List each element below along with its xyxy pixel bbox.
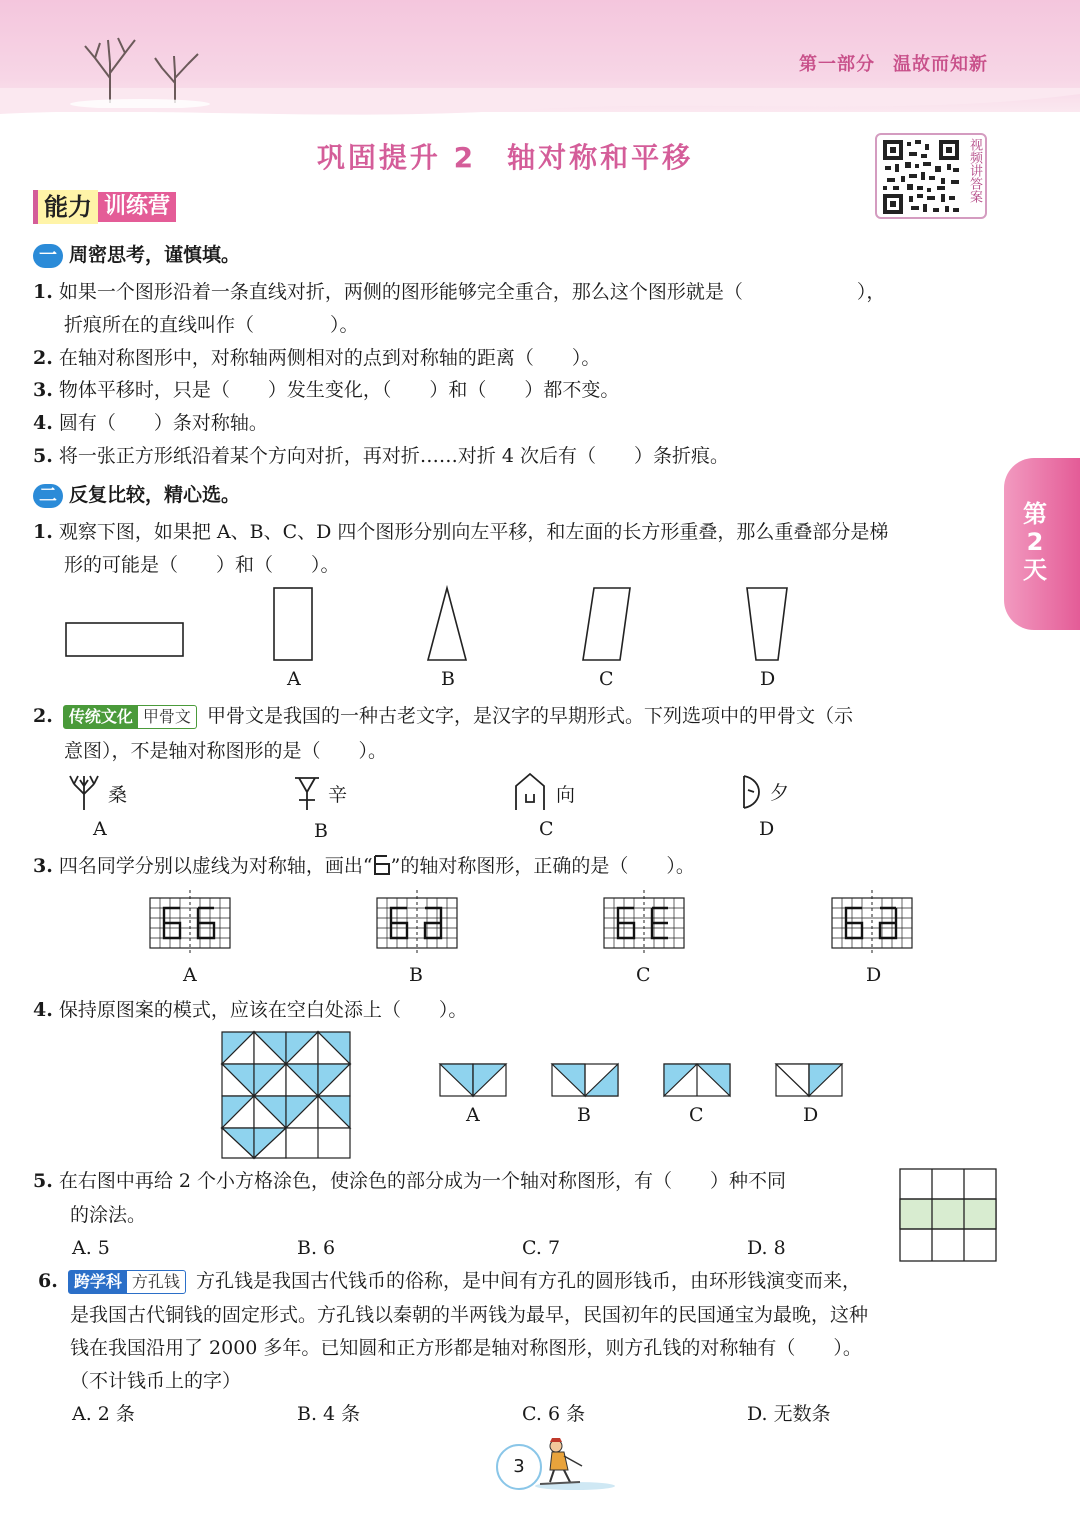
tree-illustration bbox=[60, 28, 210, 108]
oracle-xin-icon bbox=[289, 772, 325, 812]
section2-num: 二 bbox=[33, 484, 63, 508]
glyph-icon bbox=[373, 854, 391, 876]
s2-q6-line4: （不计钱币上的字） bbox=[70, 1370, 242, 1392]
page-title: 巩固提升 2 轴对称和平移 bbox=[316, 141, 694, 174]
s2-q1-opt-c[interactable]: C bbox=[599, 668, 614, 690]
s1-q5-text: 将一张正方形纸沿着某个方向对折，再对折……对折 4 次后有（ ）条折痕。 bbox=[58, 445, 730, 467]
s2-q6-line3: 钱在我国沿用了 2000 多年。已知圆和正方形都是轴对称图形，则方孔钱的对称轴有（ ）。 bbox=[70, 1337, 862, 1359]
s2-q4 bbox=[33, 994, 467, 1026]
s2-q6 bbox=[38, 1265, 1008, 1297]
section-label bbox=[799, 50, 988, 76]
s2-q2-opt-d[interactable]: D bbox=[759, 818, 775, 840]
s2-q5-line1: 在右图中再给 2 个小方格涂色，使涂色的部分成为一个轴对称图形，有（ ）种不同 bbox=[58, 1170, 787, 1192]
page-number: 3 bbox=[496, 1444, 542, 1490]
s2-q5-num: 5. bbox=[33, 1170, 53, 1192]
oracle-xiang-char: 向 bbox=[556, 784, 576, 806]
oracle-xiang-icon bbox=[512, 772, 548, 812]
s2-q5-grid bbox=[898, 1167, 1000, 1263]
s1-q3 bbox=[33, 374, 619, 406]
oracle-sang-char: 桑 bbox=[108, 784, 128, 806]
part-label: 第一部分 bbox=[799, 54, 875, 75]
s2-q2-line1: 甲骨文是我国的一种古老文字，是汉字的早期形式。下列选项中的甲骨文（示 bbox=[206, 705, 853, 727]
s2-q1-cont: 形的可能是（ ）和（ ）。 bbox=[64, 554, 340, 576]
s1-q2 bbox=[33, 342, 600, 374]
s2-q6-choice-d[interactable]: D. 无数条 bbox=[747, 1403, 831, 1425]
day-tab-label: 第2天 bbox=[1023, 500, 1047, 584]
s2-q3 bbox=[33, 850, 1003, 882]
s2-q4-text: 保持原图案的模式，应该在空白处添上（ ）。 bbox=[58, 999, 468, 1021]
shape-d-trapezoid bbox=[747, 588, 787, 660]
s1-q3-num: 3. bbox=[33, 379, 53, 401]
s2-q1 bbox=[33, 516, 1003, 548]
s2-q2-opt-b[interactable]: B bbox=[314, 820, 328, 842]
s2-q3-opt-d[interactable]: D bbox=[866, 964, 882, 986]
section2-title: 反复比较，精心选。 bbox=[69, 484, 241, 506]
s2-q3-opt-c[interactable]: C bbox=[636, 964, 651, 986]
s2-q4-num: 4. bbox=[33, 999, 53, 1021]
ability-part1: 能力 bbox=[33, 190, 98, 224]
skier-icon bbox=[530, 1436, 620, 1492]
s2-q6-choice-a[interactable]: A. 2 条 bbox=[72, 1403, 135, 1425]
s1-q2-text: 在轴对称图形中，对称轴两侧相对的点到对称轴的距离（ ）。 bbox=[58, 347, 601, 369]
s2-q4-opt-c[interactable]: C bbox=[689, 1104, 704, 1126]
s2-q2-opt-c[interactable]: C bbox=[539, 818, 554, 840]
shape-b-triangle bbox=[428, 588, 466, 660]
s2-q5-choice-c[interactable]: C. 7 bbox=[522, 1237, 561, 1259]
s2-q5-choice-d[interactable]: D. 8 bbox=[747, 1237, 786, 1259]
s2-q6-choice-c[interactable]: C. 6 条 bbox=[522, 1403, 586, 1425]
s2-q1-line1: 观察下图，如果把 A、B、C、D 四个图形分别向左平移，和左面的长方形重叠，那么重叠部分是梯 bbox=[58, 521, 889, 543]
s2-q6-num: 6. bbox=[38, 1270, 58, 1292]
s1-q1-line1: 如果一个图形沿着一条直线对折，两侧的图形能够完全重合，那么这个图形就是（ ）， bbox=[58, 281, 886, 303]
section2-header bbox=[33, 480, 240, 508]
oracle-xi-char: 夕 bbox=[770, 782, 790, 804]
s2-q3-post: ”的轴对称图形，正确的是（ ）。 bbox=[390, 855, 695, 877]
s1-q5-num: 5. bbox=[33, 445, 53, 467]
s1-q4 bbox=[33, 407, 268, 439]
ability-badge bbox=[33, 190, 176, 224]
oracle-xi-icon bbox=[738, 772, 768, 812]
s2-q2-opt-a[interactable]: A bbox=[93, 818, 107, 840]
subtitle-label: 温故而知新 bbox=[893, 54, 988, 75]
s2-q4-opt-a[interactable]: A bbox=[466, 1104, 480, 1126]
cross-subject-tag bbox=[68, 1270, 186, 1294]
cross-subject-tag-sub: 方孔钱 bbox=[131, 1272, 180, 1291]
shape-a-rectangle bbox=[274, 588, 312, 660]
s2-q6-choice-b[interactable]: B. 4 条 bbox=[297, 1403, 361, 1425]
s2-q5-choice-a[interactable]: A. 5 bbox=[72, 1237, 110, 1259]
section1-num: 一 bbox=[33, 244, 63, 268]
oracle-sang-icon bbox=[66, 772, 102, 812]
oracle-xin-char: 辛 bbox=[328, 784, 348, 806]
s2-q5-choice-b[interactable]: B. 6 bbox=[297, 1237, 336, 1259]
s2-q1-num: 1. bbox=[33, 521, 53, 543]
section1-title: 周密思考，谨慎填。 bbox=[69, 244, 241, 266]
s2-q1-opt-a[interactable]: A bbox=[287, 668, 301, 690]
section1-header bbox=[33, 240, 240, 268]
s2-q3-pre: 四名同学分别以虚线为对称轴，画出“ bbox=[58, 855, 373, 877]
s1-q1-cont: 折痕所在的直线叫作（ ）。 bbox=[64, 314, 359, 336]
s2-q4-options bbox=[438, 1062, 848, 1098]
s2-q3-opt-a[interactable]: A bbox=[183, 964, 197, 986]
s2-q1-opt-d[interactable]: D bbox=[760, 668, 776, 690]
s2-q2 bbox=[33, 700, 1003, 732]
culture-tag-main: 传统文化 bbox=[64, 706, 138, 728]
s2-q6-line1: 方孔钱是我国古代钱币的俗称，是中间有方孔的圆形钱币，由环形钱演变而来， bbox=[195, 1270, 861, 1292]
s2-q3-grids bbox=[148, 886, 928, 958]
s2-q1-figures bbox=[60, 582, 820, 664]
s2-q4-pattern bbox=[220, 1030, 354, 1160]
s2-q5-cont: 的涂法。 bbox=[70, 1204, 147, 1226]
culture-tag-sub: 甲骨文 bbox=[142, 707, 191, 726]
s1-q4-text: 圆有（ ）条对称轴。 bbox=[58, 412, 268, 434]
s2-q5 bbox=[33, 1165, 893, 1197]
s2-q4-opt-d[interactable]: D bbox=[803, 1104, 819, 1126]
qr-code-icon bbox=[881, 138, 961, 216]
s1-q4-num: 4. bbox=[33, 412, 53, 434]
s1-q1 bbox=[33, 276, 1003, 308]
s2-q4-opt-b[interactable]: B bbox=[577, 1104, 591, 1126]
qr-label: 视频讲答案 bbox=[967, 138, 982, 203]
s1-q2-num: 2. bbox=[33, 347, 53, 369]
base-rectangle bbox=[66, 623, 183, 656]
s1-q1-num: 1. bbox=[33, 281, 53, 303]
s1-q5 bbox=[33, 440, 729, 472]
s2-q3-num: 3. bbox=[33, 855, 53, 877]
s2-q3-opt-b[interactable]: B bbox=[409, 964, 423, 986]
culture-tag bbox=[63, 705, 197, 729]
ability-part2: 训练营 bbox=[98, 192, 176, 222]
cross-subject-tag-main: 跨学科 bbox=[69, 1271, 127, 1293]
s1-q3-text: 物体平移时，只是（ ）发生变化，（ ）和（ ）都不变。 bbox=[58, 379, 620, 401]
s2-q6-line2: 是我国古代铜钱的固定形式。方孔钱以秦朝的半两钱为最早，民国初年的民国通宝为最晚，这种 bbox=[70, 1304, 869, 1326]
shape-c-parallelogram bbox=[583, 588, 630, 660]
s2-q2-num: 2. bbox=[33, 705, 53, 727]
s2-q1-opt-b[interactable]: B bbox=[441, 668, 455, 690]
s2-q2-cont: 意图），不是轴对称图形的是（ ）。 bbox=[64, 740, 388, 762]
